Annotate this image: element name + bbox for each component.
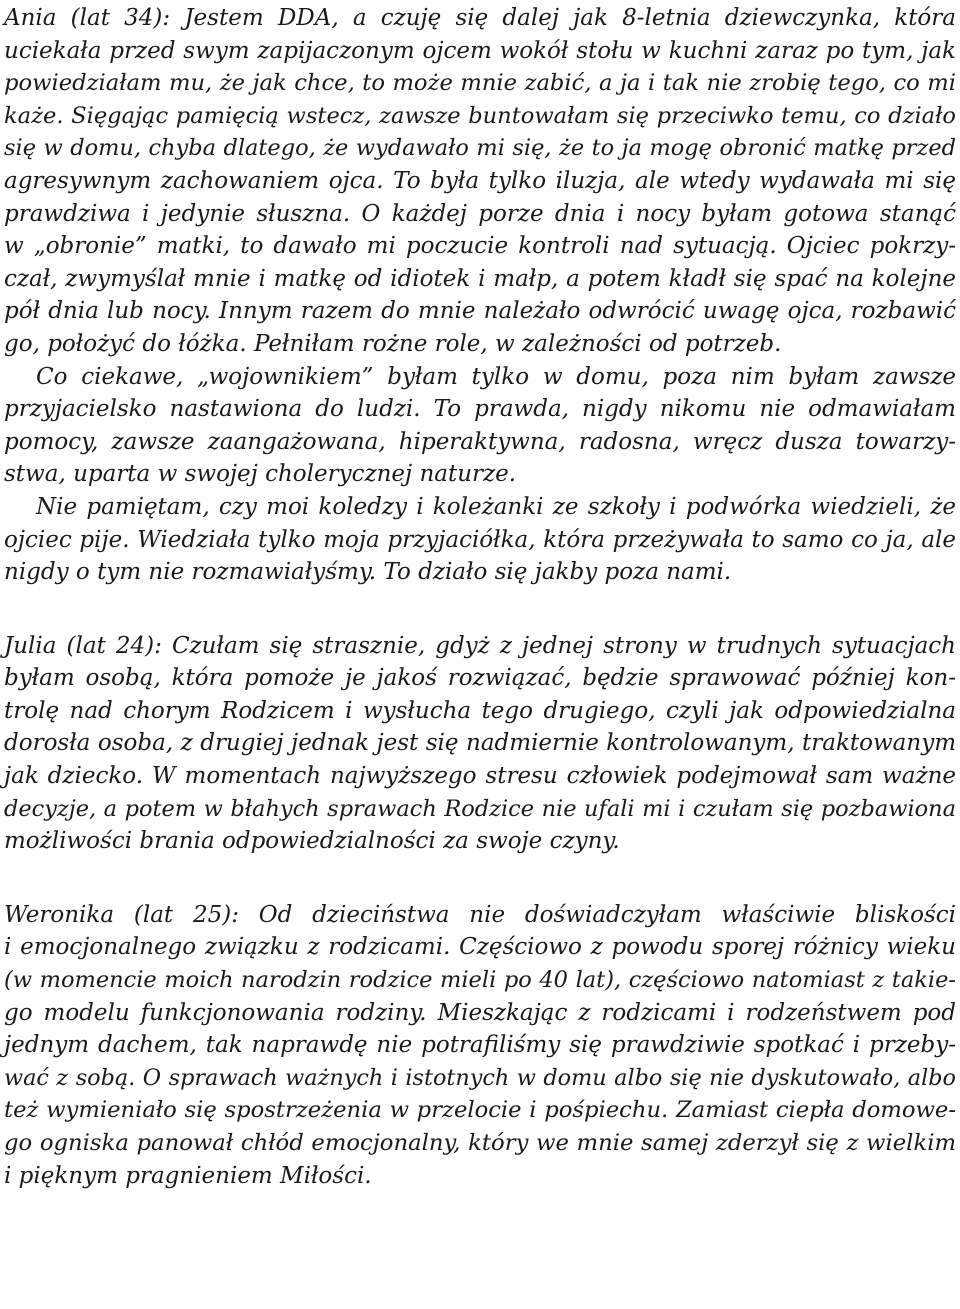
text-line: wać z sobą. O sprawach ważnych i istotnych w domu albo się nie dyskutowało, albo xyxy=(4,1064,956,1091)
text-line: w „obronie” matki, to dawało mi poczucie kontroli nad sytuacją. Ojciec pokrzy- xyxy=(4,233,956,260)
text-line: Co ciekawe, „wojownikiem” byłam tylko w domu, poza nim byłam zawsze xyxy=(36,363,956,390)
text-line: Nie pamiętam, czy moi koledzy i koleżanki ze szkoły i podwórka wiedzieli, że xyxy=(36,493,956,520)
text-line: Ania (lat 34): Jestem DDA, a czuję się dalej jak 8-letnia dziewczynka, która xyxy=(4,5,956,31)
text-line: Weronika (lat 25): Od dzieciństwa nie doświadczyłam właściwie bliskości xyxy=(4,901,956,928)
testimony-julia xyxy=(4,630,956,858)
text-line: przyjacielsko nastawiona do ludzi. To prawda, nigdy nikomu nie odmawiałam xyxy=(4,396,956,423)
text-line: i pięknym pragnieniem Miłości. xyxy=(4,1162,372,1189)
text-line: jednym dachem, tak naprawdę nie potrafiliśmy się prawdziwie spotkać i przeby- xyxy=(4,1032,956,1059)
paragraph xyxy=(4,899,956,1192)
text-line: możliwości brania odpowiedzialności za swoje czyny. xyxy=(4,828,620,855)
paragraph xyxy=(4,630,956,858)
text-line: stwa, uparta w swojej cholerycznej naturze. xyxy=(4,461,517,488)
text-line: jak dziecko. W momentach najwyższego stresu człowiek podejmował sam ważne xyxy=(4,763,956,790)
text-line: dorosła osoba, z drugiej jednak jest się nadmiernie kontrolowanym, traktowanym xyxy=(4,730,956,757)
text-line: też wymieniało się spostrzeżenia w przelocie i pośpiechu. Zamiast ciepła domowe- xyxy=(4,1097,956,1124)
text-line: go modelu funkcjonowania rodziny. Mieszkając z rodzicami i rodzeństwem pod xyxy=(4,999,956,1026)
testimony-ania xyxy=(4,2,956,589)
text-line: agresywnym zachowaniem ojca. To była tylko iluzja, ale wtedy wydawała mi się xyxy=(4,167,956,194)
paragraph xyxy=(4,2,956,361)
text-line: nigdy o tym nie rozmawiałyśmy. To działo się jakby poza nami. xyxy=(4,559,732,586)
text-line: pół dnia lub nocy. Innym razem do mnie należało odwrócić uwagę ojca, rozbawić xyxy=(4,298,956,325)
text-line: ojciec pije. Wiedziała tylko moja przyjaciółka, która przeżywała to samo co ja, ale xyxy=(4,526,956,553)
text-line: (w momencie moich narodzin rodzice mieli po 40 lat), częściowo natomiast z takie- xyxy=(4,967,956,994)
text-line: Julia (lat 24): Czułam się strasznie, gdyż z jednej strony w trudnych sytuacjach xyxy=(4,632,956,659)
text-line: i emocjonalnego związku z rodzicami. Częściowo z powodu sporej różnicy wieku xyxy=(4,934,956,961)
text-line: byłam osobą, która pomoże je jakoś rozwiązać, będzie sprawować później kon- xyxy=(4,665,956,692)
testimony-weronika xyxy=(4,899,956,1192)
text-line: każe. Sięgając pamięcią wstecz, zawsze buntowałam się przeciwko temu, co działo xyxy=(4,102,956,129)
text-line: czał, zwymyślał mnie i matkę od idiotek i małp, a potem kładł się spać na kolejne xyxy=(4,265,956,292)
text-line: trolę nad chorym Rodzicem i wysłucha tego drugiego, czyli jak odpowiedzialna xyxy=(4,697,956,724)
text-line: decyzje, a potem w błahych sprawach Rodzice nie ufali mi i czułam się pozbawiona xyxy=(4,795,956,822)
text-line: prawdziwa i jedynie słuszna. O każdej porze dnia i nocy byłam gotowa stanąć xyxy=(4,200,956,227)
text-line: powiedziałam mu, że jak chce, to może mnie zabić, a ja i tak nie zrobię tego, co mi xyxy=(4,70,956,97)
text-line: się w domu, chyba dlatego, że wydawało mi się, że to ja mogę obronić matkę przed xyxy=(4,135,956,162)
text-line: go, położyć do łóżka. Pełniłam rożne role, w zależności od potrzeb. xyxy=(4,330,782,357)
text-line: uciekała przed swym zapijaczonym ojcem wokół stołu w kuchni zaraz po tym, jak xyxy=(4,37,956,64)
text-line: go ogniska panował chłód emocjonalny, który we mnie samej zderzył się z wielkim xyxy=(4,1130,956,1156)
paragraph xyxy=(4,361,956,491)
paragraph xyxy=(4,491,956,589)
document-page xyxy=(4,0,956,1192)
text-line: pomocy, zawsze zaangażowana, hiperaktywna, radosna, wręcz dusza towarzy- xyxy=(4,428,956,455)
